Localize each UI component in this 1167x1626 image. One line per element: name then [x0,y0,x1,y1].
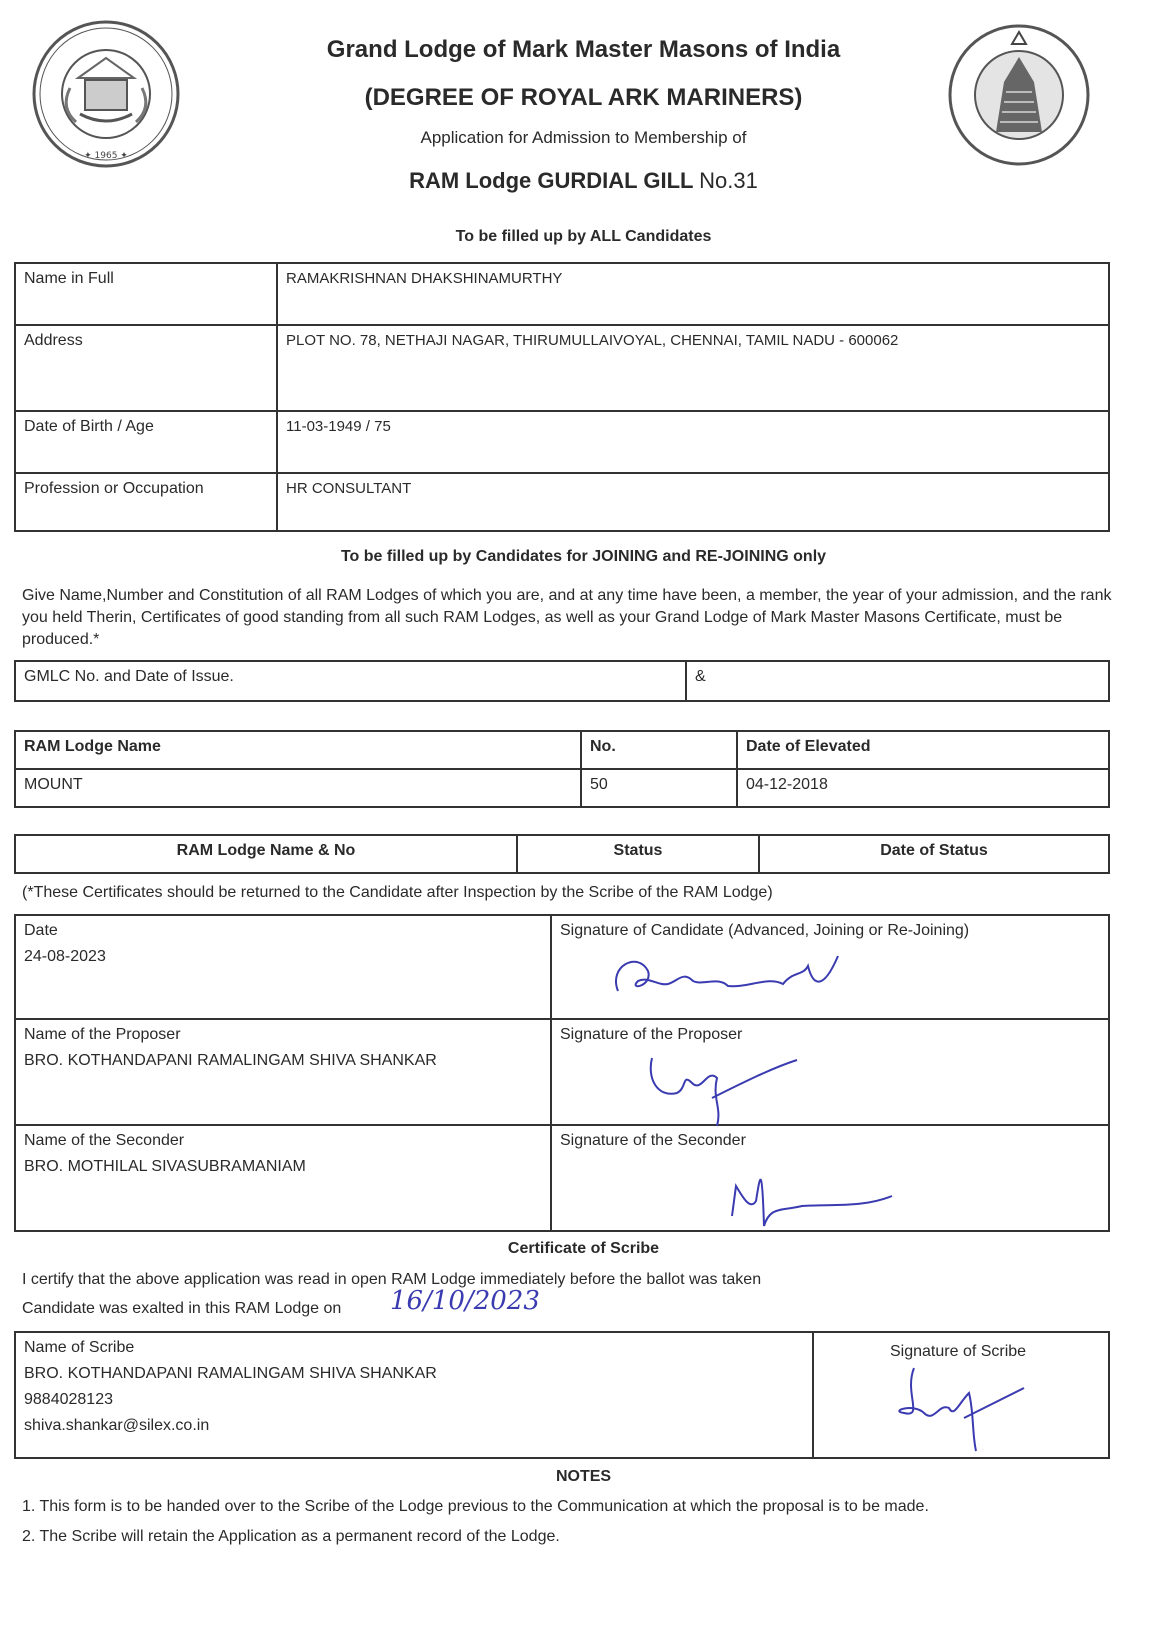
application-heading: Application for Admission to Membership of [420,128,747,147]
table-row [15,1019,1109,1125]
table-cell: MOUNT [15,769,581,807]
document-title: Grand Lodge of Mark Master Masons of India [326,36,841,63]
table-row [15,661,1109,701]
proposer-name: BRO. KOTHANDAPANI RAMALINGAM SHIVA SHANKAR [24,1052,437,1069]
certificate-text: I certify that the above application was read in open RAM Lodge immediately before the ballot was taken [22,1271,762,1288]
field-label: Address [15,325,277,411]
table-row [15,473,1109,531]
table-header-row [15,835,1109,873]
seconder-label: Name of the Seconder [24,1132,185,1149]
scribe-signature [884,1363,1044,1453]
address-value: PLOT NO. 78, NETHAJI NAGAR, THIRUMULLAIVOYAL, CHENNAI, TAMIL NADU - 600062 [277,325,1109,411]
status-table [14,834,1110,874]
table-row [15,1125,1109,1231]
scribe-label: Name of Scribe [24,1339,135,1356]
proposer-label: Name of the Proposer [24,1026,181,1043]
seconder-signature [722,1156,922,1236]
joining-instructions: Give Name,Number and Constitution of all RAM Lodges of which you are, and at any time have been, a member, the year of your admission, and the rank you held Therin, Certificates of good standing from all such RAM Lodges, as well as your Grand Lodge of Mark Master Masons Certificate, must be produced.* [22,587,1112,648]
gmlc-label: GMLC No. and Date of Issue. [15,661,686,701]
candidate-details-table [14,262,1110,532]
table-cell: 50 [581,769,737,807]
occupation-value: HR CONSULTANT [277,473,1109,531]
lodge-number: No.31 [699,168,758,193]
scribe-table [14,1331,1110,1459]
dob-value: 11-03-1949 / 75 [277,411,1109,473]
field-label: Date of Birth / Age [15,411,277,473]
scribe-name: BRO. KOTHANDAPANI RAMALINGAM SHIVA SHANKAR [24,1365,437,1382]
proposer-cell [15,1019,551,1125]
field-label: Name in Full [15,263,277,325]
scribe-phone: 9884028123 [24,1391,113,1408]
candidate-signature [608,946,848,1006]
table-row [15,263,1109,325]
lodge-name: RAM Lodge GURDIAL GILL [409,168,694,193]
note-item: 1. This form is to be handed over to the Scribe of the Lodge previous to the Communication at which the proposal is to be made. [22,1498,929,1515]
column-header: RAM Lodge Name [15,731,581,769]
scribe-email: shiva.shankar@silex.co.in [24,1417,210,1434]
table-row [15,1332,1109,1458]
column-header: Date of Elevated [737,731,1109,769]
seconder-signature-cell [551,1125,1109,1231]
table-row [15,325,1109,411]
notes-heading: NOTES [555,1468,612,1485]
ram-lodge-table [14,730,1110,808]
gmlc-table [14,660,1110,702]
column-header: RAM Lodge Name & No [15,835,517,873]
scribe-signature-label: Signature of Scribe [890,1343,1027,1360]
lodge-name-heading [0,168,1167,194]
exalted-text: Candidate was exalted in this RAM Lodge on [22,1300,342,1317]
seconder-signature-label: Signature of the Seconder [560,1132,746,1149]
proposer-signature [632,1038,802,1128]
date-label: Date [24,922,58,939]
table-row [15,915,1109,1019]
scribe-details-cell [15,1332,813,1458]
gmlc-value: & [686,661,1109,701]
table-row [15,769,1109,807]
section-all-heading: To be filled up by ALL Candidates [455,228,712,245]
table-cell: 04-12-2018 [737,769,1109,807]
table-row [15,411,1109,473]
name-value: RAMAKRISHNAN DHAKSHINAMURTHY [277,263,1109,325]
candidate-signature-cell [551,915,1109,1019]
date-value: 24-08-2023 [24,948,106,965]
certificate-heading: Certificate of Scribe [507,1240,660,1257]
field-label: Profession or Occupation [15,473,277,531]
degree-subtitle: (DEGREE OF ROYAL ARK MARINERS) [364,84,803,111]
section-joining-heading: To be filled up by Candidates for JOINING and RE-JOINING only [340,548,827,565]
note-item: 2. The Scribe will retain the Application as a permanent record of the Lodge. [22,1528,560,1545]
column-header: Status [517,835,759,873]
signatures-table [14,914,1110,1232]
column-header: No. [581,731,737,769]
seconder-cell [15,1125,551,1231]
table-header-row [15,731,1109,769]
scribe-signature-cell [813,1332,1109,1458]
column-header: Date of Status [759,835,1109,873]
certificates-note: (*These Certificates should be returned to the Candidate after Inspection by the Scribe of the RAM Lodge) [22,884,773,901]
proposer-signature-cell [551,1019,1109,1125]
candidate-signature-label: Signature of Candidate (Advanced, Joining or Re-Joining) [560,922,970,939]
exalted-date: 16/10/2023 [390,1286,540,1316]
proposer-signature-label: Signature of the Proposer [560,1026,743,1043]
seconder-name: BRO. MOTHILAL SIVASUBRAMANIAM [24,1158,306,1175]
date-cell [15,915,551,1019]
svg-text:✦ 1965 ✦: ✦ 1965 ✦ [84,151,128,161]
